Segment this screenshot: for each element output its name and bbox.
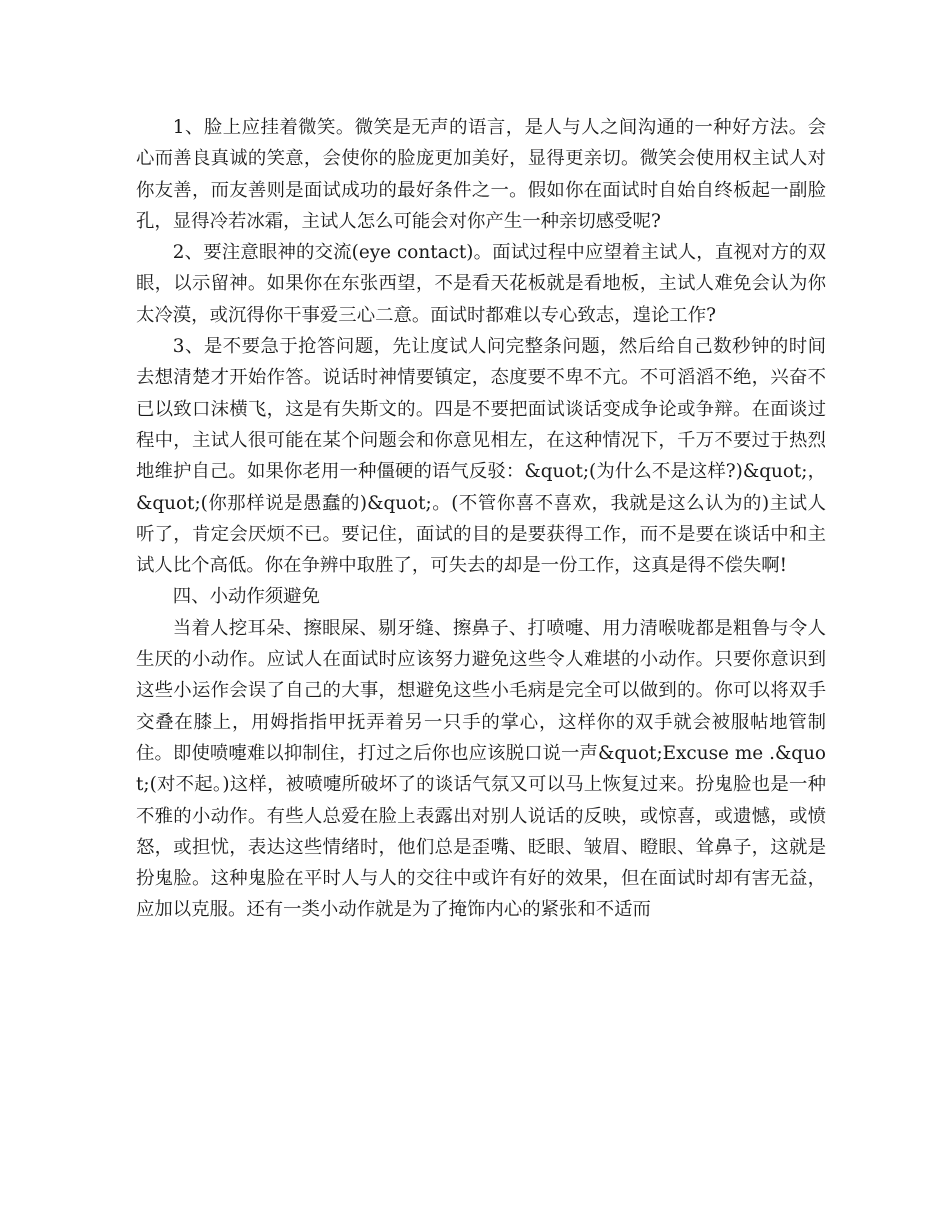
document-page (136, 112, 826, 926)
paragraph-smile: 1、脸上应挂着微笑。微笑是无声的语言，是人与人之间沟通的一种好方法。会心而善良真诚的笑意，会使你的脸庞更加美好，显得更亲切。微笑会使用权主试人对你友善，而友善则是面试成功的最好条件之一。假如你在面试时自始自终板起一副脸孔，显得冷若冰霜，主试人怎么可能会对你产生一种亲切感受呢? (136, 117, 826, 232)
paragraph-eye-contact: 2、要注意眼神的交流(eye contact)。面试过程中应望着主试人，直视对方的双眼，以示留神。如果你在东张西望，不是看天花板就是看地板，主试人难免会认为你太冷漠，或沉得你干事爱三心二意。面试时都难以专心致志，遑论工作? (136, 242, 826, 326)
paragraph-small-gestures: 当着人挖耳朵、擦眼屎、剔牙缝、擦鼻子、打喷嚏、用力清喉咙都是粗鲁与令人生厌的小动作。应试人在面试时应该努力避免这些令人难堪的小动作。只要你意识到这些小运作会误了自己的大事，想避免这些小毛病是完全可以做到的。你可以将双手交叠在膝上，用姆指指甲抚弄着另一只手的掌心，这样你的双手就会被服帖地管制住。即使喷嚏难以抑制住，打过之后你也应该脱口说一声&quot;Excuse me .&quot;(对不起。)这样，被喷嚏所破坏了的谈话气氛又可以马上恢复过来。扮鬼脸也是一种不雅的小动作。有些人总爱在脸上表露出对别人说话的反映，或惊喜，或遗憾，或愤怒，或担忧，表达这些情绪时，他们总是歪嘴、眨眼、皱眉、瞪眼、耸鼻子，这就是扮鬼脸。这种鬼脸在平时人与人的交往中或许有好的效果，但在面试时却有害无益，应加以克服。还有一类小动作就是为了掩饰内心的紧张和不适而 (136, 617, 826, 921)
paragraph-answering: 3、是不要急于抢答问题，先让度试人问完整条问题，然后给自己数秒钟的时间去想清楚才开始作答。说话时神情要镇定，态度要不卑不亢。不可滔滔不绝，兴奋不已以致口沫横飞，这是有失斯文的。四是不要把面试谈话变成争论或争辩。在面谈过程中，主试人很可能在某个问题会和你意见相左，在这种情况下，千万不要过于热烈地维护自己。如果你老用一种僵硬的语气反驳：&quot;(为什么不是这样?)&quot;，&quot;(你那样说是愚蠢的)&quot;。(不管你喜不喜欢，我就是这么认为的)主试人听了，肯定会厌烦不已。要记住，面试的目的是要获得工作，而不是要在谈话中和主试人比个高低。你在争辨中取胜了，可失去的却是一份工作，这真是得不偿失啊! (136, 336, 826, 577)
section-heading: 四、小动作须避免 (172, 586, 320, 608)
